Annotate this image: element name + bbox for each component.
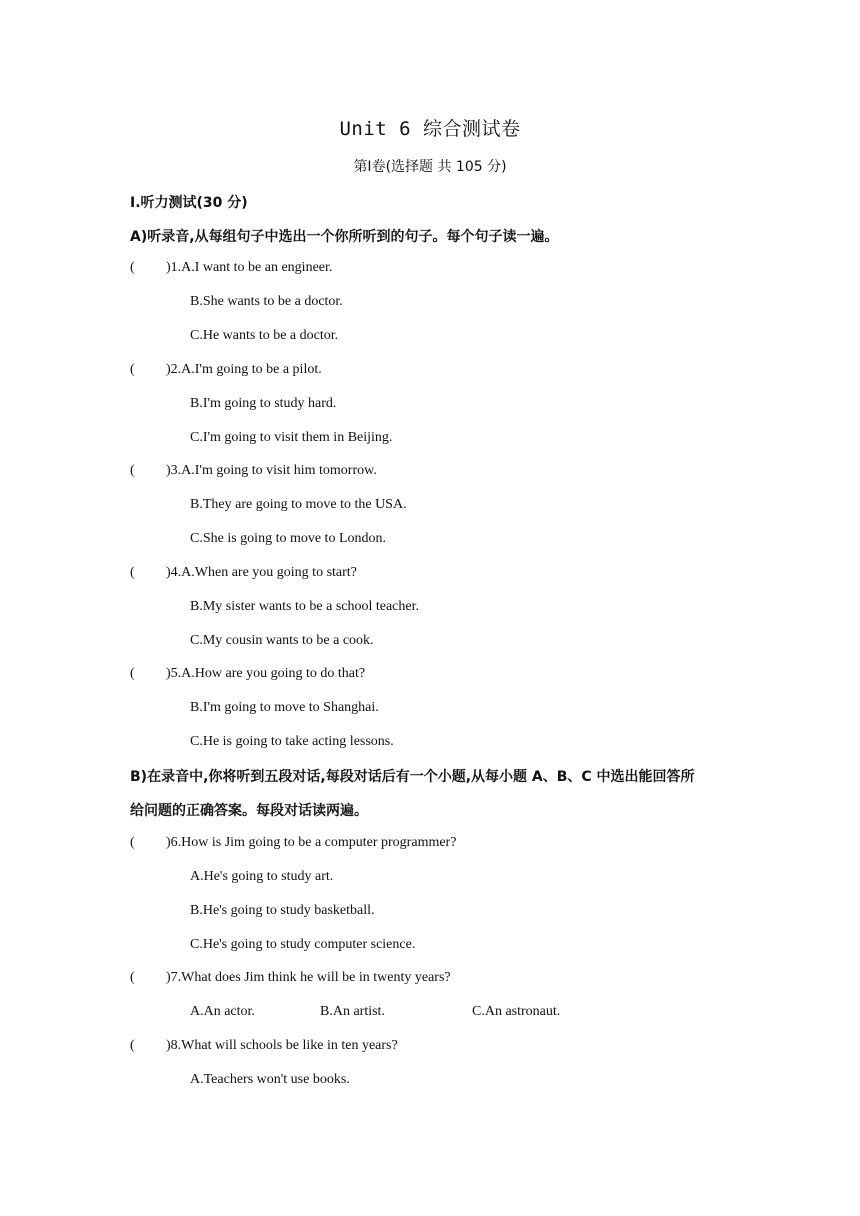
answer-paren: ( bbox=[130, 362, 135, 377]
option-b: B.She wants to be a doctor. bbox=[190, 294, 343, 309]
question-stem: )7.What does Jim think he will be in twenty years? bbox=[166, 970, 451, 985]
question-3 bbox=[130, 463, 377, 479]
option-b: B.I'm going to study hard. bbox=[190, 396, 337, 411]
answer-paren: ( bbox=[130, 835, 135, 850]
answer-paren: ( bbox=[130, 1038, 135, 1053]
option-c: C.I'm going to visit them in Beijing. bbox=[190, 430, 393, 445]
section-heading: Ⅰ.听力测试(30 分) bbox=[130, 195, 248, 211]
option-c: C.He's going to study computer science. bbox=[190, 937, 416, 952]
answer-paren: ( bbox=[130, 565, 135, 580]
answer-paren: ( bbox=[130, 666, 135, 681]
question-5 bbox=[130, 666, 365, 682]
option-b: B.They are going to move to the USA. bbox=[190, 497, 407, 512]
option-a: A.He's going to study art. bbox=[190, 869, 334, 884]
answer-paren: ( bbox=[130, 463, 135, 478]
question-6 bbox=[130, 835, 456, 851]
options-row bbox=[190, 1004, 560, 1020]
question-stem: )4.A.When are you going to start? bbox=[166, 565, 357, 580]
page-title: Unit 6 综合测试卷 bbox=[339, 118, 521, 140]
option-c: C.She is going to move to London. bbox=[190, 531, 386, 546]
answer-paren: ( bbox=[130, 260, 135, 275]
question-stem: )3.A.I'm going to visit him tomorrow. bbox=[166, 463, 377, 478]
answer-paren: ( bbox=[130, 970, 135, 985]
question-stem: )6.How is Jim going to be a computer programmer? bbox=[166, 835, 457, 850]
question-stem: )1.A.I want to be an engineer. bbox=[166, 260, 333, 275]
option-c: C.He wants to be a doctor. bbox=[190, 328, 339, 343]
question-7 bbox=[130, 970, 451, 986]
question-8 bbox=[130, 1038, 398, 1054]
part-b-instructions-line-1: B)在录音中,你将听到五段对话,每段对话后有一个小题,从每小题 A、B、C 中选出能回答所 bbox=[130, 769, 695, 785]
option-a: A.Teachers won't use books. bbox=[190, 1072, 350, 1087]
question-4 bbox=[130, 565, 357, 581]
option-b: B.An artist. bbox=[320, 1004, 385, 1019]
option-b: B.I'm going to move to Shanghai. bbox=[190, 700, 379, 715]
question-stem: )2.A.I'm going to be a pilot. bbox=[166, 362, 322, 377]
option-a: A.An actor. bbox=[190, 1004, 255, 1019]
question-stem: )8.What will schools be like in ten years? bbox=[166, 1038, 398, 1053]
part-b-instructions-line-2: 给问题的正确答案。每段对话读两遍。 bbox=[130, 803, 368, 819]
question-1 bbox=[130, 260, 332, 276]
option-c: C.My cousin wants to be a cook. bbox=[190, 633, 374, 648]
option-c: C.He is going to take acting lessons. bbox=[190, 734, 394, 749]
option-b: B.He's going to study basketball. bbox=[190, 903, 375, 918]
option-c: C.An astronaut. bbox=[472, 1004, 561, 1019]
part-a-instructions: A)听录音,从每组句子中选出一个你所听到的句子。每个句子读一遍。 bbox=[130, 229, 559, 245]
question-2 bbox=[130, 362, 322, 378]
page-subtitle: 第Ⅰ卷(选择题 共 105 分) bbox=[353, 159, 507, 175]
question-stem: )5.A.How are you going to do that? bbox=[166, 666, 366, 681]
option-b: B.My sister wants to be a school teacher. bbox=[190, 599, 420, 614]
